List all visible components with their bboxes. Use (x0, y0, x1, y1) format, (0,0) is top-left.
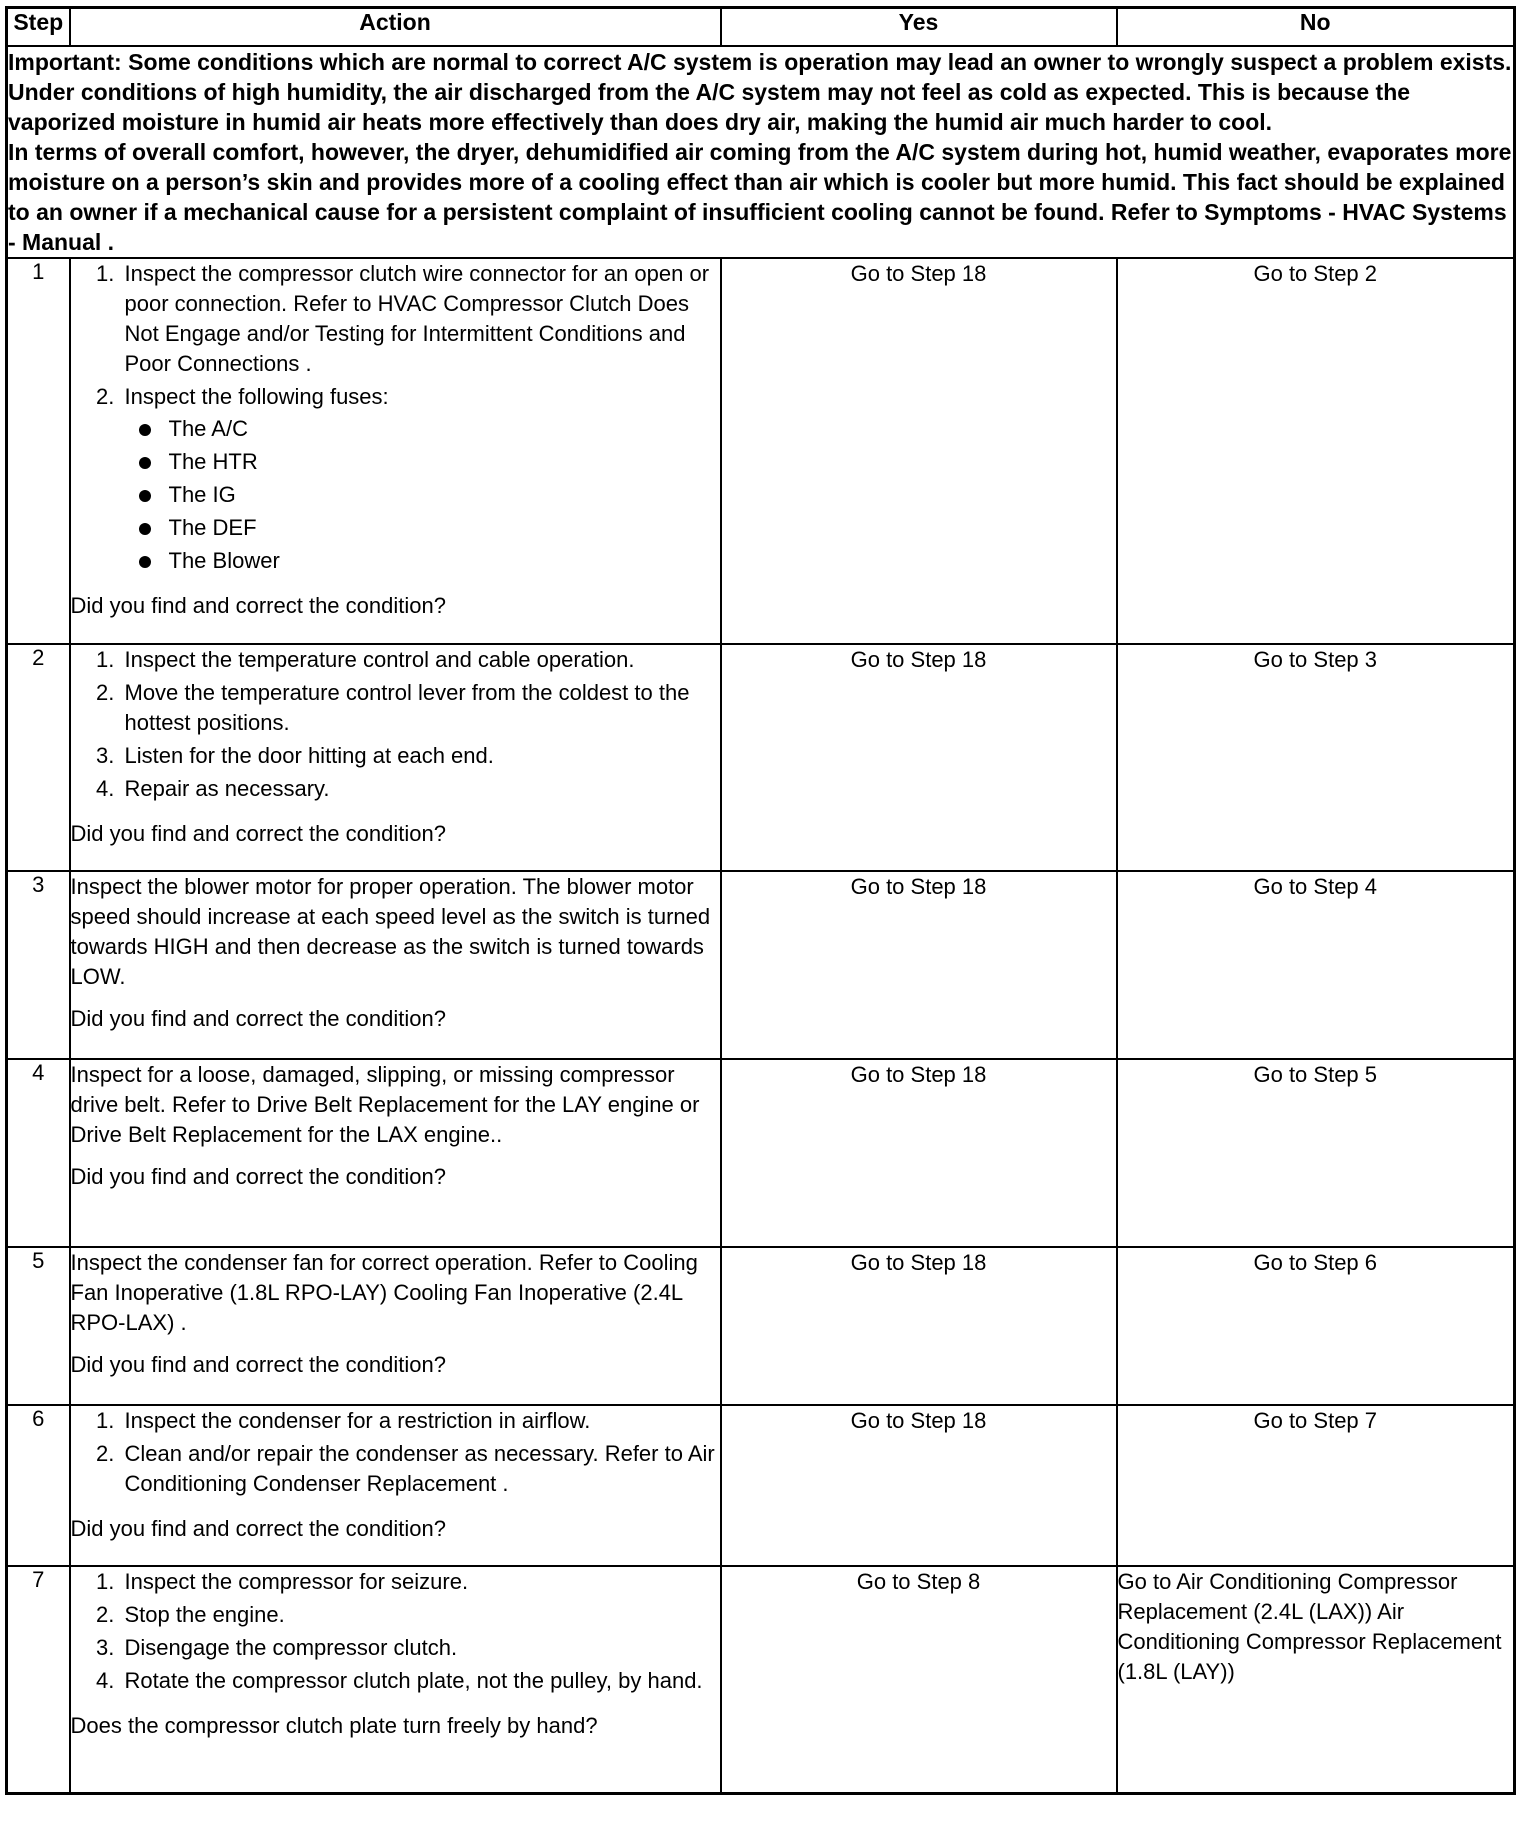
no-cell (1117, 258, 1515, 644)
diagnostic-table-sheet (5, 6, 1513, 1795)
list-item: 1. Inspect the temperature control and cable operation. (121, 645, 720, 675)
important-note (7, 46, 1515, 258)
step-question: Does the compressor clutch plate turn freely by hand? (70, 1713, 598, 1738)
no-result: Go to Step 7 (1253, 1408, 1378, 1433)
no-cell (1117, 644, 1515, 871)
table-row (7, 258, 1515, 644)
action-text: Inspect the condenser fan for correct operation. Refer to Cooling Fan Inoperative (1.8L RPO-LAY) Cooling Fan Inoperative (2.4L RPO-LAX) . (70, 1250, 698, 1335)
yes-cell (721, 1247, 1117, 1405)
fuse-item: The HTR (139, 447, 720, 477)
step-question: Did you find and correct the condition? (70, 1516, 446, 1541)
table-row (7, 871, 1515, 1059)
list-item: 1. Inspect the condenser for a restriction in airflow. (121, 1406, 720, 1436)
no-cell (1117, 1405, 1515, 1566)
fuse-item: The A/C (139, 414, 720, 444)
no-result: Go to Step 3 (1253, 647, 1378, 672)
no-cell (1117, 871, 1515, 1059)
step-number: 1 (7, 258, 70, 644)
step-question: Did you find and correct the condition? (70, 821, 446, 846)
yes-cell (721, 1059, 1117, 1247)
action-text: Inspect the blower motor for proper operation. The blower motor speed should increase at each speed level as the switch is turned towards HIGH and then decrease as the switch is turned towards LOW. (70, 874, 711, 989)
yes-cell (721, 871, 1117, 1059)
header-yes: Yes (721, 8, 1117, 47)
action-list (71, 259, 720, 576)
no-result: Go to Step 2 (1253, 261, 1378, 286)
yes-result: Go to Step 18 (850, 261, 987, 286)
list-item-text: Inspect the following fuses: (124, 384, 389, 409)
no-cell (1117, 1247, 1515, 1405)
table-row (7, 1059, 1515, 1247)
step-question: Did you find and correct the condition? (70, 1164, 446, 1189)
action-list (71, 1406, 720, 1502)
list-item: 4. Rotate the compressor clutch plate, not the pulley, by hand. (121, 1666, 720, 1696)
step-question: Did you find and correct the condition? (70, 1352, 446, 1377)
no-result: Go to Step 6 (1253, 1250, 1378, 1275)
header-step: Step (7, 8, 70, 47)
yes-cell (721, 1405, 1117, 1566)
step-number: 6 (7, 1405, 70, 1566)
table-row (7, 1247, 1515, 1405)
table-row (7, 1566, 1515, 1793)
no-result: Go to Step 5 (1253, 1062, 1378, 1087)
important-para-2: Under conditions of high humidity, the air discharged from the A/C system may not feel as cold as expected. This is because the vaporized moisture in humid air heats more effectively than does dry air, making the humid air much harder to cool. (8, 79, 1411, 135)
yes-result: Go to Step 8 (856, 1569, 981, 1594)
important-row (7, 46, 1515, 258)
list-item: 1. Inspect the compressor for seizure. (121, 1567, 720, 1597)
step-number: 5 (7, 1247, 70, 1405)
yes-cell (721, 644, 1117, 871)
fuse-list (125, 414, 720, 576)
important-para-1: Important: Some conditions which are normal to correct A/C system is operation may lead an owner to wrongly suspect a problem exists. (8, 49, 1512, 75)
no-result: Go to Air Conditioning Compressor Replacement (2.4L (LAX)) Air Conditioning Compressor Replacement (1.8L (LAY)) (1117, 1569, 1502, 1684)
list-item: 2. Clean and/or repair the condenser as necessary. Refer to Air Conditioning Condenser Replacement . (121, 1439, 720, 1499)
list-item: 2. Stop the engine. (121, 1600, 720, 1630)
action-list (71, 1567, 720, 1699)
step-number: 7 (7, 1566, 70, 1793)
list-item: 4. Repair as necessary. (121, 774, 720, 804)
yes-result: Go to Step 18 (850, 647, 987, 672)
action-text: Inspect for a loose, damaged, slipping, or missing compressor drive belt. Refer to Drive Belt Replacement for the LAY engine or Drive Belt Replacement for the LAX engine.. (70, 1062, 700, 1147)
step-action (70, 871, 721, 1059)
header-row (7, 8, 1515, 47)
fuse-item: The DEF (139, 513, 720, 543)
fuse-item: The Blower (139, 546, 720, 576)
list-item (121, 382, 720, 576)
no-result: Go to Step 4 (1253, 874, 1378, 899)
yes-result: Go to Step 18 (850, 1062, 987, 1087)
list-item: 2. Move the temperature control lever from the coldest to the hottest positions. (121, 678, 720, 738)
table-row (7, 1405, 1515, 1566)
step-action (70, 1247, 721, 1405)
fuse-item: The IG (139, 480, 720, 510)
step-number: 2 (7, 644, 70, 871)
step-number: 3 (7, 871, 70, 1059)
step-action (70, 258, 721, 644)
no-cell (1117, 1566, 1515, 1793)
important-para-3: In terms of overall comfort, however, the dryer, dehumidified air coming from the A/C system during hot, humid weather, evaporates more moisture on a person’s skin and provides more of a cooling effect than air which is cooler but more humid. This fact should be explained to an owner if a mechanical cause for a persistent complaint of insufficient cooling cannot be found. Refer to Symptoms - HVAC Systems - Manual . (8, 139, 1512, 255)
list-item: 3. Disengage the compressor clutch. (121, 1633, 720, 1663)
yes-result: Go to Step 18 (850, 874, 987, 899)
step-action (70, 644, 721, 871)
yes-result: Go to Step 18 (850, 1250, 987, 1275)
no-cell (1117, 1059, 1515, 1247)
yes-result: Go to Step 18 (850, 1408, 987, 1433)
action-list (71, 645, 720, 807)
yes-cell (721, 258, 1117, 644)
step-question: Did you find and correct the condition? (70, 593, 446, 618)
list-item: 1. Inspect the compressor clutch wire connector for an open or poor connection. Refer to HVAC Compressor Clutch Does Not Engage and/or Testing for Intermittent Conditions and Poor Connections . (121, 259, 720, 379)
step-action (70, 1405, 721, 1566)
yes-cell (721, 1566, 1117, 1793)
table-row (7, 644, 1515, 871)
header-action: Action (70, 8, 721, 47)
list-item: 3. Listen for the door hitting at each end. (121, 741, 720, 771)
step-number: 4 (7, 1059, 70, 1247)
step-action (70, 1566, 721, 1793)
header-no: No (1117, 8, 1515, 47)
step-question: Did you find and correct the condition? (70, 1006, 446, 1031)
step-action (70, 1059, 721, 1247)
diagnostic-table (5, 6, 1516, 1795)
